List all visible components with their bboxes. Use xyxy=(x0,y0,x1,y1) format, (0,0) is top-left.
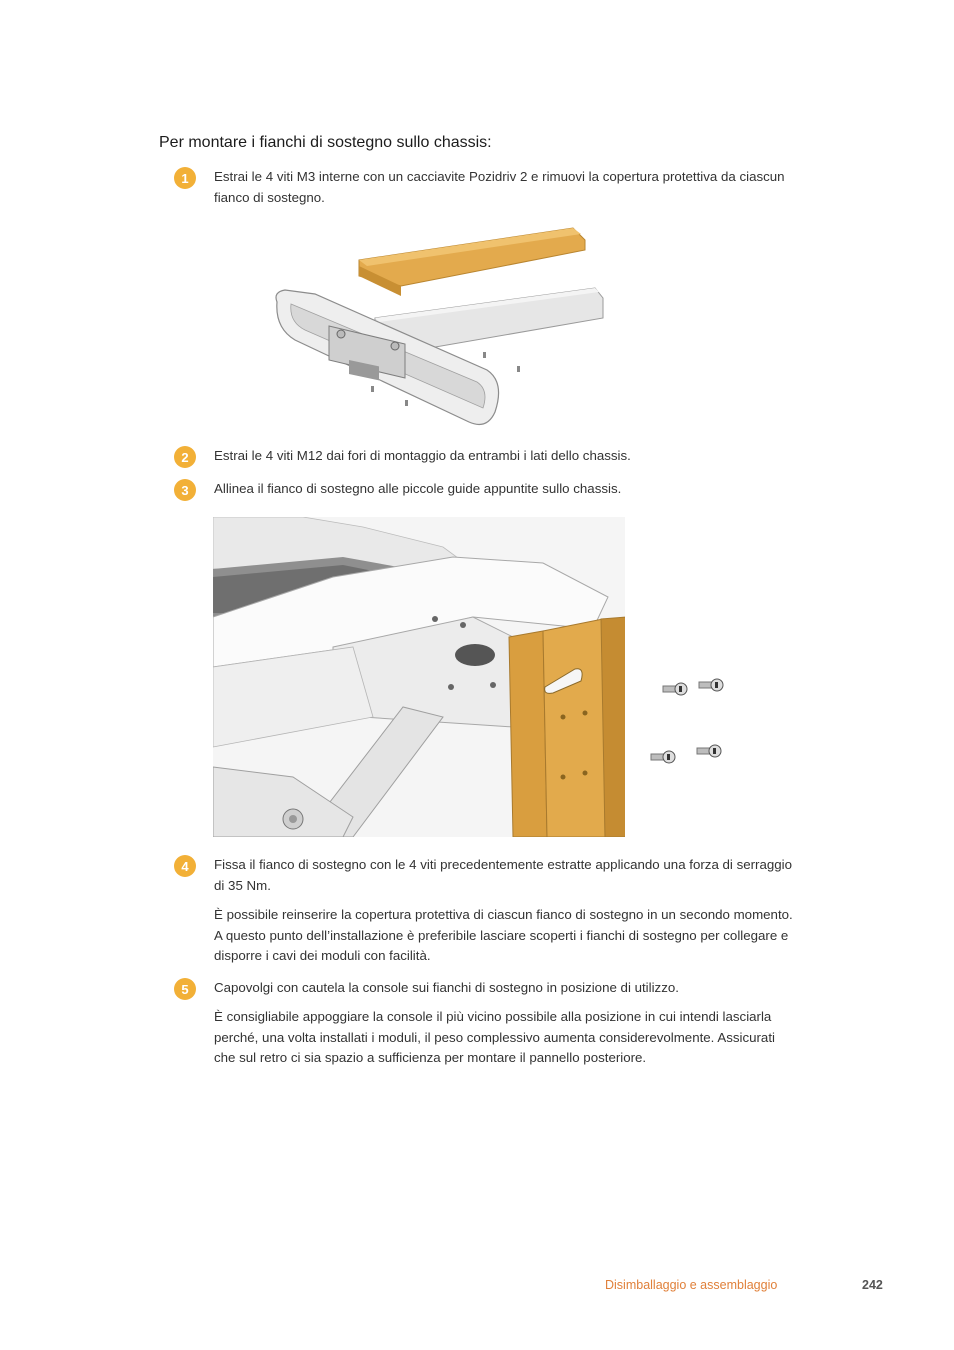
step-4-text: Fissa il fianco di sostegno con le 4 viti precedentemente estratte applicando una forza di serraggio di 35 Nm. xyxy=(214,857,793,893)
step-2-text: Estrai le 4 viti M12 dai fori di montaggio da entrambi i lati dello chassis. xyxy=(214,448,631,463)
step-2-badge: 2 xyxy=(174,446,196,468)
footer-section-title: Disimballaggio e assemblaggio xyxy=(605,1278,778,1292)
footer-page-number: 242 xyxy=(862,1278,883,1292)
step-4-note: È possibile reinserire la copertura protettiva di ciascun fianco di sostegno in un secondo momento. A questo punto dell’installazione è preferibile lasciare scoperti i fianchi di sostegno per collegare e disporre i cavi dei moduli con facilità. xyxy=(214,907,793,963)
page-heading: Per montare i fianchi di sostegno sullo chassis: xyxy=(159,134,492,151)
step-5-badge: 5 xyxy=(174,978,196,1000)
figure-remove-cover xyxy=(255,222,615,432)
screws xyxy=(651,679,723,763)
step-3-badge: 3 xyxy=(174,479,196,501)
step-5-note: È consigliabile appoggiare la console il più vicino possibile alla posizione in cui intendi lasciarla perché, una volta installati i moduli, il peso complessivo aumenta considerevolmente. Assicurati che sul retro ci sia spazio a sufficienza per montare il pannello posteriore. xyxy=(214,1009,775,1065)
step-1-text: Estrai le 4 viti M3 interne con un cacciavite Pozidriv 2 e rimuovi la copertura protettiva da ciascun fianco di sostegno. xyxy=(214,169,785,205)
figure-align-leg xyxy=(213,517,753,837)
step-1-badge: 1 xyxy=(174,167,196,189)
step-5-text: Capovolgi con cautela la console sui fianchi di sostegno in posizione di utilizzo. xyxy=(214,980,679,995)
step-3-text: Allinea il fianco di sostegno alle piccole guide appuntite sullo chassis. xyxy=(214,481,622,496)
step-4-badge: 4 xyxy=(174,855,196,877)
